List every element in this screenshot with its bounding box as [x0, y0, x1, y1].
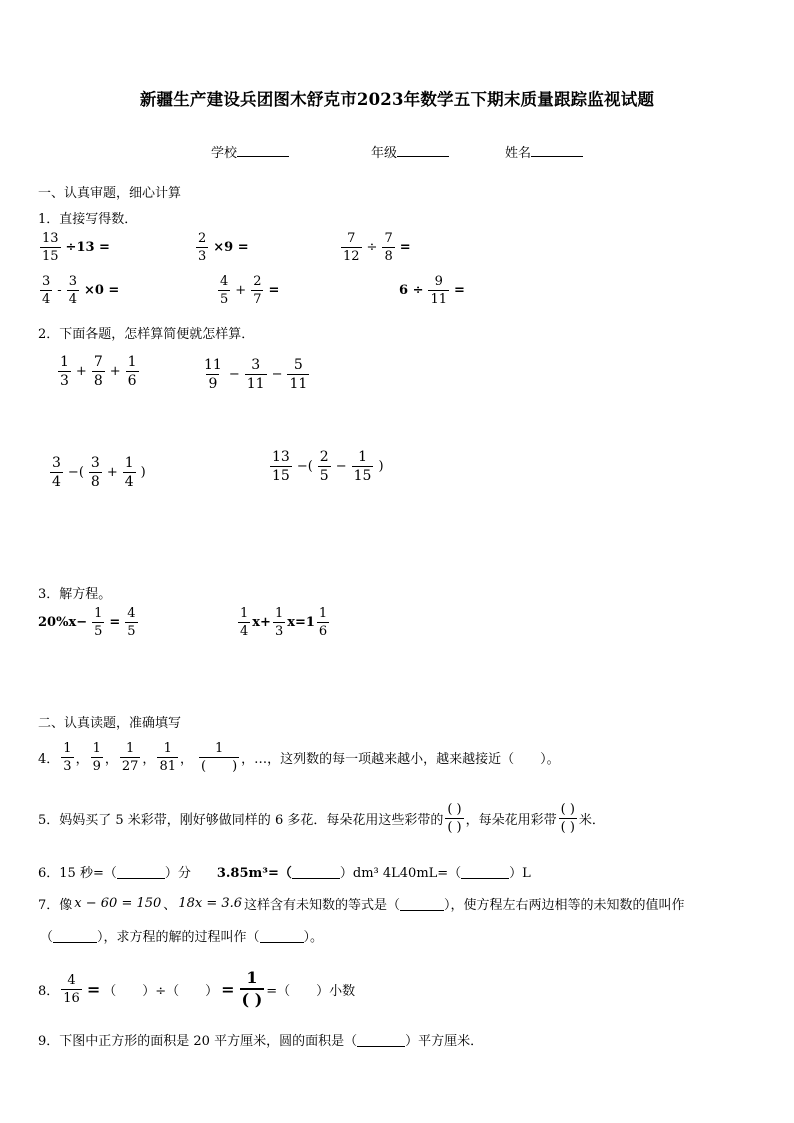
equation: 18x = 3.6 [178, 896, 243, 911]
denominator: 5 [94, 624, 103, 639]
answer-blank[interactable] [260, 929, 304, 943]
question-text: ），使方程左右两边相等的未知数的值叫作 [444, 898, 685, 913]
equals-sign: = [109, 615, 121, 630]
denominator: 6 [127, 373, 137, 389]
section2-heading: 二、认真读题，准确填写 [38, 716, 182, 731]
q6 [38, 862, 531, 881]
operator: − [228, 367, 240, 382]
denominator: 3 [274, 624, 284, 639]
denominator: 12 [343, 249, 360, 264]
q9 [38, 1030, 483, 1049]
numerator: 1 [63, 741, 72, 756]
answer-blank[interactable] [461, 865, 509, 879]
question-text: ），求方程的解的过程叫作（ [97, 930, 260, 945]
numerator: 9 [434, 274, 443, 289]
close-paren: ) [378, 459, 384, 474]
denominator: 9 [208, 376, 218, 392]
denominator: 3 [198, 249, 207, 264]
operator: + [75, 364, 87, 379]
denominator: 15 [42, 249, 59, 264]
name-field [505, 142, 583, 161]
expression-tail: ×0 = [83, 283, 120, 298]
q4: 4． $\frac{1}{3}$ ， $\frac{1}{9}$ ， $\frac{1}{27}$ ， $\frac{1}{81}$ ， $\frac{1}{( )}$ ，…，这列数的每一项越来越小，越来越接近（ ）。 [38, 741, 560, 774]
denominator: 4 [240, 624, 249, 639]
equals-sign: = [221, 979, 235, 999]
question-text: ）。 [303, 930, 324, 945]
answer-blank[interactable]: ( ) [447, 820, 462, 835]
question-text: ）平方厘米． [405, 1034, 484, 1049]
answer-blank[interactable]: ( ) [201, 759, 238, 774]
q3-equation-1 [38, 607, 140, 638]
name-blank[interactable] [531, 143, 583, 157]
operator: − [271, 367, 283, 382]
expression-tail: ×9 = [213, 240, 249, 255]
numerator: 1 [274, 606, 284, 621]
denominator: 4 [42, 292, 51, 307]
answer-blank[interactable]: ( ) [560, 802, 575, 817]
answer-blank[interactable] [357, 1033, 405, 1047]
numerator: 4 [220, 274, 229, 289]
expression-prefix: 6 ÷ [399, 283, 424, 298]
separator: 、 [163, 898, 177, 913]
page-title: 新疆生产建设兵团图木舒克市2023年数学五下期末质量跟踪监视试题 [139, 90, 655, 109]
expression-tail: = [399, 240, 411, 255]
expression-tail: = [454, 283, 465, 298]
numerator: 1 [163, 741, 172, 756]
grade-field [371, 142, 449, 161]
numerator: 1 [124, 455, 134, 471]
denominator: 5 [319, 468, 329, 484]
denominator: 9 [92, 759, 101, 774]
answer-blank[interactable] [400, 897, 444, 911]
q1-item-4 [38, 275, 122, 306]
denominator: 5 [220, 292, 229, 307]
grade-label: 年级 [371, 146, 398, 161]
operator: + [109, 364, 121, 379]
denominator: 15 [272, 468, 290, 484]
denominator: 81 [159, 759, 176, 774]
denominator: 8 [384, 249, 393, 264]
school-blank[interactable] [237, 143, 289, 157]
q2-expression-4 [268, 450, 387, 483]
denominator: 8 [93, 373, 103, 389]
denominator: 16 [63, 990, 80, 1006]
question-text: 3.85m³=（ [216, 866, 292, 881]
question-text: =（ ）小数 [266, 983, 356, 999]
question-text: 9．下图中正方形的面积是 20 平方厘米，圆的面积是（ [38, 1034, 358, 1049]
equation-text: x+ [252, 615, 271, 630]
question-text: 米． [578, 813, 605, 828]
q2-label: 2．下面各题，怎样算简便就怎样算． [38, 327, 255, 342]
numerator: 13 [272, 449, 290, 465]
equation-text: x=1 [287, 615, 315, 630]
numerator: 1 [214, 741, 224, 756]
q2-expression-1 [56, 355, 141, 388]
denominator: 4 [124, 474, 134, 490]
answer-blank[interactable]: ( ) [447, 802, 462, 817]
equation-prefix: 20%x− [38, 615, 88, 630]
numerator: 4 [127, 606, 136, 621]
numerator: 3 [52, 455, 61, 471]
school-field [211, 142, 289, 161]
denominator: 11 [246, 376, 265, 392]
numerator: 4 [67, 972, 76, 988]
question-text: 这样含有未知数的等式是（ [244, 898, 401, 913]
question-text: ）dm³ 4L40mL=（ [339, 866, 462, 881]
q3-equation-2 [236, 607, 331, 638]
answer-blank[interactable]: ( ) [241, 990, 263, 1009]
operator: −( [296, 459, 313, 474]
q2-expression-3 [48, 456, 149, 489]
operator: + [235, 283, 247, 298]
operator: - [57, 283, 62, 298]
q5 [38, 803, 605, 834]
grade-blank[interactable] [397, 143, 449, 157]
question-text: ）L [509, 866, 531, 881]
name-label: 姓名 [505, 146, 532, 161]
numerator: 7 [93, 354, 103, 370]
denominator: 11 [289, 376, 308, 392]
numerator: 1 [94, 606, 103, 621]
operator: ÷ [366, 240, 378, 255]
denominator: 15 [353, 468, 372, 484]
equation: x − 60 = 150 [74, 896, 162, 911]
q8 [38, 970, 355, 1008]
denominator: 8 [90, 474, 100, 490]
numerator: 3 [42, 274, 51, 289]
q1-item-2 [194, 232, 252, 263]
denominator: 3 [60, 373, 69, 389]
denominator: 6 [318, 624, 328, 639]
question-text[interactable]: （ ）÷（ ） [103, 983, 219, 999]
q1-item-5 [216, 275, 282, 306]
denominator: 3 [63, 759, 72, 774]
numerator: 1 [240, 606, 249, 621]
q3-label: 3．解方程。 [38, 587, 112, 602]
numerator: 1 [318, 606, 328, 621]
numerator: 13 [42, 231, 59, 246]
numerator: 1 [92, 741, 101, 756]
numerator: 1 [60, 354, 69, 370]
question-text: （ [40, 930, 54, 945]
numerator: 7 [347, 231, 356, 246]
denominator: 7 [253, 292, 262, 307]
denominator: 27 [121, 759, 139, 774]
expression-tail: ÷13 = [65, 240, 110, 255]
denominator: 5 [127, 624, 136, 639]
numerator: 11 [204, 357, 222, 373]
numerator: 1 [246, 968, 258, 987]
answer-blank[interactable]: ( ) [560, 820, 575, 835]
question-text: ，每朵花用彩带 [465, 813, 557, 828]
question-number: 4． [38, 752, 60, 767]
school-label: 学校 [211, 146, 238, 161]
question-text: 5．妈妈买了 5 米彩带，刚好够做同样的 6 多花．每朵花用这些彩带的 [38, 813, 444, 828]
numerator: 2 [198, 231, 207, 246]
q1-item-1 [38, 232, 113, 263]
q1-label: 1．直接写得数． [38, 212, 138, 227]
answer-blank[interactable] [117, 865, 165, 879]
q1-item-3 [339, 232, 414, 263]
question-text: 6．15 秒=（ [38, 866, 117, 881]
denominator: 4 [52, 474, 61, 490]
equals-sign: = [86, 979, 101, 999]
close-paren: ) [140, 465, 146, 480]
answer-blank[interactable] [53, 929, 97, 943]
operator: − [335, 459, 347, 474]
question-text: ，…，这列数的每一项越来越小，越来越接近（ ）。 [241, 752, 560, 767]
q7-line-1 [38, 894, 685, 913]
q2-expression-2 [200, 358, 311, 391]
numerator: 3 [68, 274, 77, 289]
numerator: 1 [358, 449, 367, 465]
numerator: 1 [126, 741, 135, 756]
question-text: 7．像 [38, 898, 73, 913]
q7-line-2 [40, 926, 323, 945]
operator: −( [67, 465, 84, 480]
question-number: 8． [38, 983, 60, 999]
denominator: 4 [68, 292, 77, 307]
section1-heading: 一、认真审题，细心计算 [38, 186, 182, 201]
numerator: 2 [253, 274, 262, 289]
numerator: 3 [90, 455, 100, 471]
denominator: 11 [430, 292, 448, 307]
answer-blank[interactable] [292, 865, 340, 879]
expression-tail: = [268, 283, 280, 298]
question-text: ）分 [164, 866, 191, 881]
numerator: 7 [384, 231, 393, 246]
numerator: 2 [319, 449, 329, 465]
q1-item-6 [396, 275, 468, 306]
numerator: 5 [293, 357, 303, 373]
numerator: 3 [251, 357, 261, 373]
numerator: 1 [127, 354, 137, 370]
operator: + [106, 465, 118, 480]
